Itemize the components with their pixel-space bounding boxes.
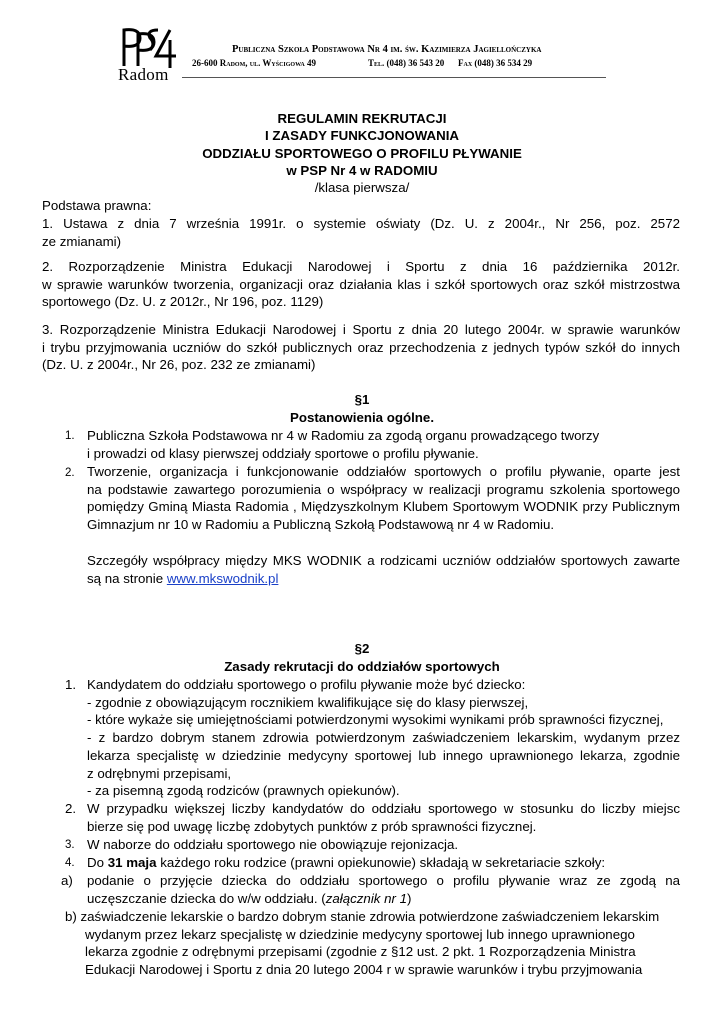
s2-item-4-number: 4.: [65, 857, 75, 869]
school-fax: Fax (048) 36 534 29: [458, 58, 533, 68]
section-2-heading: Zasady rekrutacji do oddziałów sportowych: [224, 659, 500, 674]
psp4-logo-icon: [116, 26, 178, 70]
s2-item-2: W przypadku większej liczby kandydatów do oddziału sportowego w stosunku do liczby miejsc bierze się pod uwagę liczbę zdobytych punktów z prób sprawności fizycznej.: [87, 801, 680, 834]
school-address: 26-600 Radom, ul. Wyścigowa 49: [192, 58, 317, 68]
legal-basis-item-2: 2. Rozporządzenie Ministra Edukacji Narodowej i Sportu z dnia 16 października 2012r. w sprawie warunków tworzenia, organizacji oraz działania klas i szkół sportowych oraz szkół mistrzostwa sportowego (Dz. U. z 2012r., Nr 196, poz. 1129): [42, 259, 680, 310]
logo-city: Radom: [118, 65, 169, 84]
section-1-heading: Postanowienia ogólne.: [289, 410, 435, 425]
s2-item-a: podanie o przyjęcie dziecka do oddziału sportowego o profilu pływanie wraz ze zgodą na uczęszczanie dziecka do w/w oddziału. (załącznik nr 1): [87, 873, 680, 906]
s2-item-3: W naborze do oddziału sportowego nie obowiązuje rejonizacja.: [87, 837, 459, 852]
s2-item-1: Kandydatem do oddziału sportowego o profilu pływanie może być dziecko: - zgodnie z obowiązującym rocznikiem kwalifikujące się do klasy pierwszej, - które wykaże się umiejętnościami potwierdzonymi wysokimi wynikami prób sprawności fizycznej, - z bardzo dobrym stanem zdrowia potwierdzonym zaświadczeniem lekarskim, wydanym przez lekarza specjalistę w dziedzinie medycyny sportowej lub innego uprawnionego lekarza, zgodnie z odrębnymi przepisami, - za pisemną zgodą rodziców (prawnych opiekunów).: [87, 677, 680, 799]
legal-basis-item-3: 3. Rozporządzenie Ministra Edukacji Narodowej i Sportu z dnia 20 lutego 2004r. w sprawie warunków i trybu przyjmowania uczniów do szkół publicznych oraz przechodzenia z jednych typów szkół do innych (Dz. U. z 2004r., Nr 26, poz. 232 ze zmianami): [42, 322, 680, 373]
s2-item-a-label: a): [61, 873, 73, 888]
school-name: Publiczna Szkoła Podstawowa Nr 4 im. św. Kazimierza Jagiellończyka: [232, 44, 542, 55]
s2-item-1-number: 1.: [65, 677, 77, 692]
s2-item-3-number: 3.: [65, 839, 75, 851]
legal-basis-heading: Podstawa prawna:: [42, 198, 152, 213]
title-line-4: w PSP Nr 4 w RADOMIU: [286, 162, 438, 178]
section-2-number: §2: [354, 641, 370, 656]
s2-item-4: Do 31 maja każdego roku rodzice (prawni opiekunowie) składają w sekretariacie szkoły:: [87, 855, 606, 870]
document-title: [0, 110, 724, 196]
s2-item-2-number: 2.: [65, 801, 77, 816]
title-line-1: REGULAMIN REKRUTACJI: [277, 111, 447, 126]
section-1-number: §1: [354, 392, 370, 407]
s1-cooperation-details: Szczegóły współpracy między MKS WODNIK a rodzicami uczniów oddziałów sportowych zawarte są na stronie www.mkswodnik.pl: [87, 553, 680, 586]
deadline-date: 31 maja: [107, 855, 157, 870]
school-phone: Tel. (048) 36 543 20: [368, 58, 445, 68]
s1-item-1-number: 1.: [65, 430, 75, 442]
mkswodnik-link[interactable]: www.mkswodnik.pl: [166, 570, 279, 586]
title-line-3: ODDZIAŁU SPORTOWEGO O PROFILU PŁYWANIE: [202, 145, 522, 161]
title-subtitle: /klasa pierwsza/: [314, 180, 410, 196]
s1-item-1: Publiczna Szkoła Podstawowa nr 4 w Radomiu za zgodą organu prowadzącego tworzy i prowadzi od klasy pierwszej oddziały sportowe o profilu pływanie.: [87, 428, 600, 461]
header-divider: [182, 77, 606, 78]
title-line-2: I ZASADY FUNKCJONOWANIA: [264, 128, 460, 144]
s1-item-2: Tworzenie, organizacja i funkcjonowanie oddziałów sportowych o profilu pływanie, oparte jest na podstawie zawartego porozumienia o współpracy w realizacji programu szkolenia sportowego pomiędzy Gminą Miasta Radomia , Międzyszkolnym Klubem Sportowym WODNIK przy Publicznym Gimnazjum nr 10 w Radomiu a Publiczną Szkołą Podstawową nr 4 w Radomiu.: [87, 464, 680, 533]
legal-basis-item-1: 1. Ustawa z dnia 7 września 1991r. o systemie oświaty (Dz. U. z 2004r., Nr 256, poz. 2572 ze zmianami): [42, 216, 680, 249]
s2-item-b: b) zaświadczenie lekarskie o bardzo dobrym stanie zdrowia potwierdzone zaświadczeniem lekarskim wydanym przez lekarz specjalistę w dziedzinie medycyny sportowej lub innego uprawnionego lekarza zgodnie z odrębnymi przepisami (zgodnie z §12 ust. 2 pkt. 1 Rozporządzenia Ministra Edukacji Narodowej i Sportu z dnia 20 lutego 2004 r w sprawie warunków i trybu przyjmowania: [65, 909, 660, 978]
school-logo: [116, 26, 178, 88]
s1-item-2-number: 2.: [65, 467, 75, 479]
